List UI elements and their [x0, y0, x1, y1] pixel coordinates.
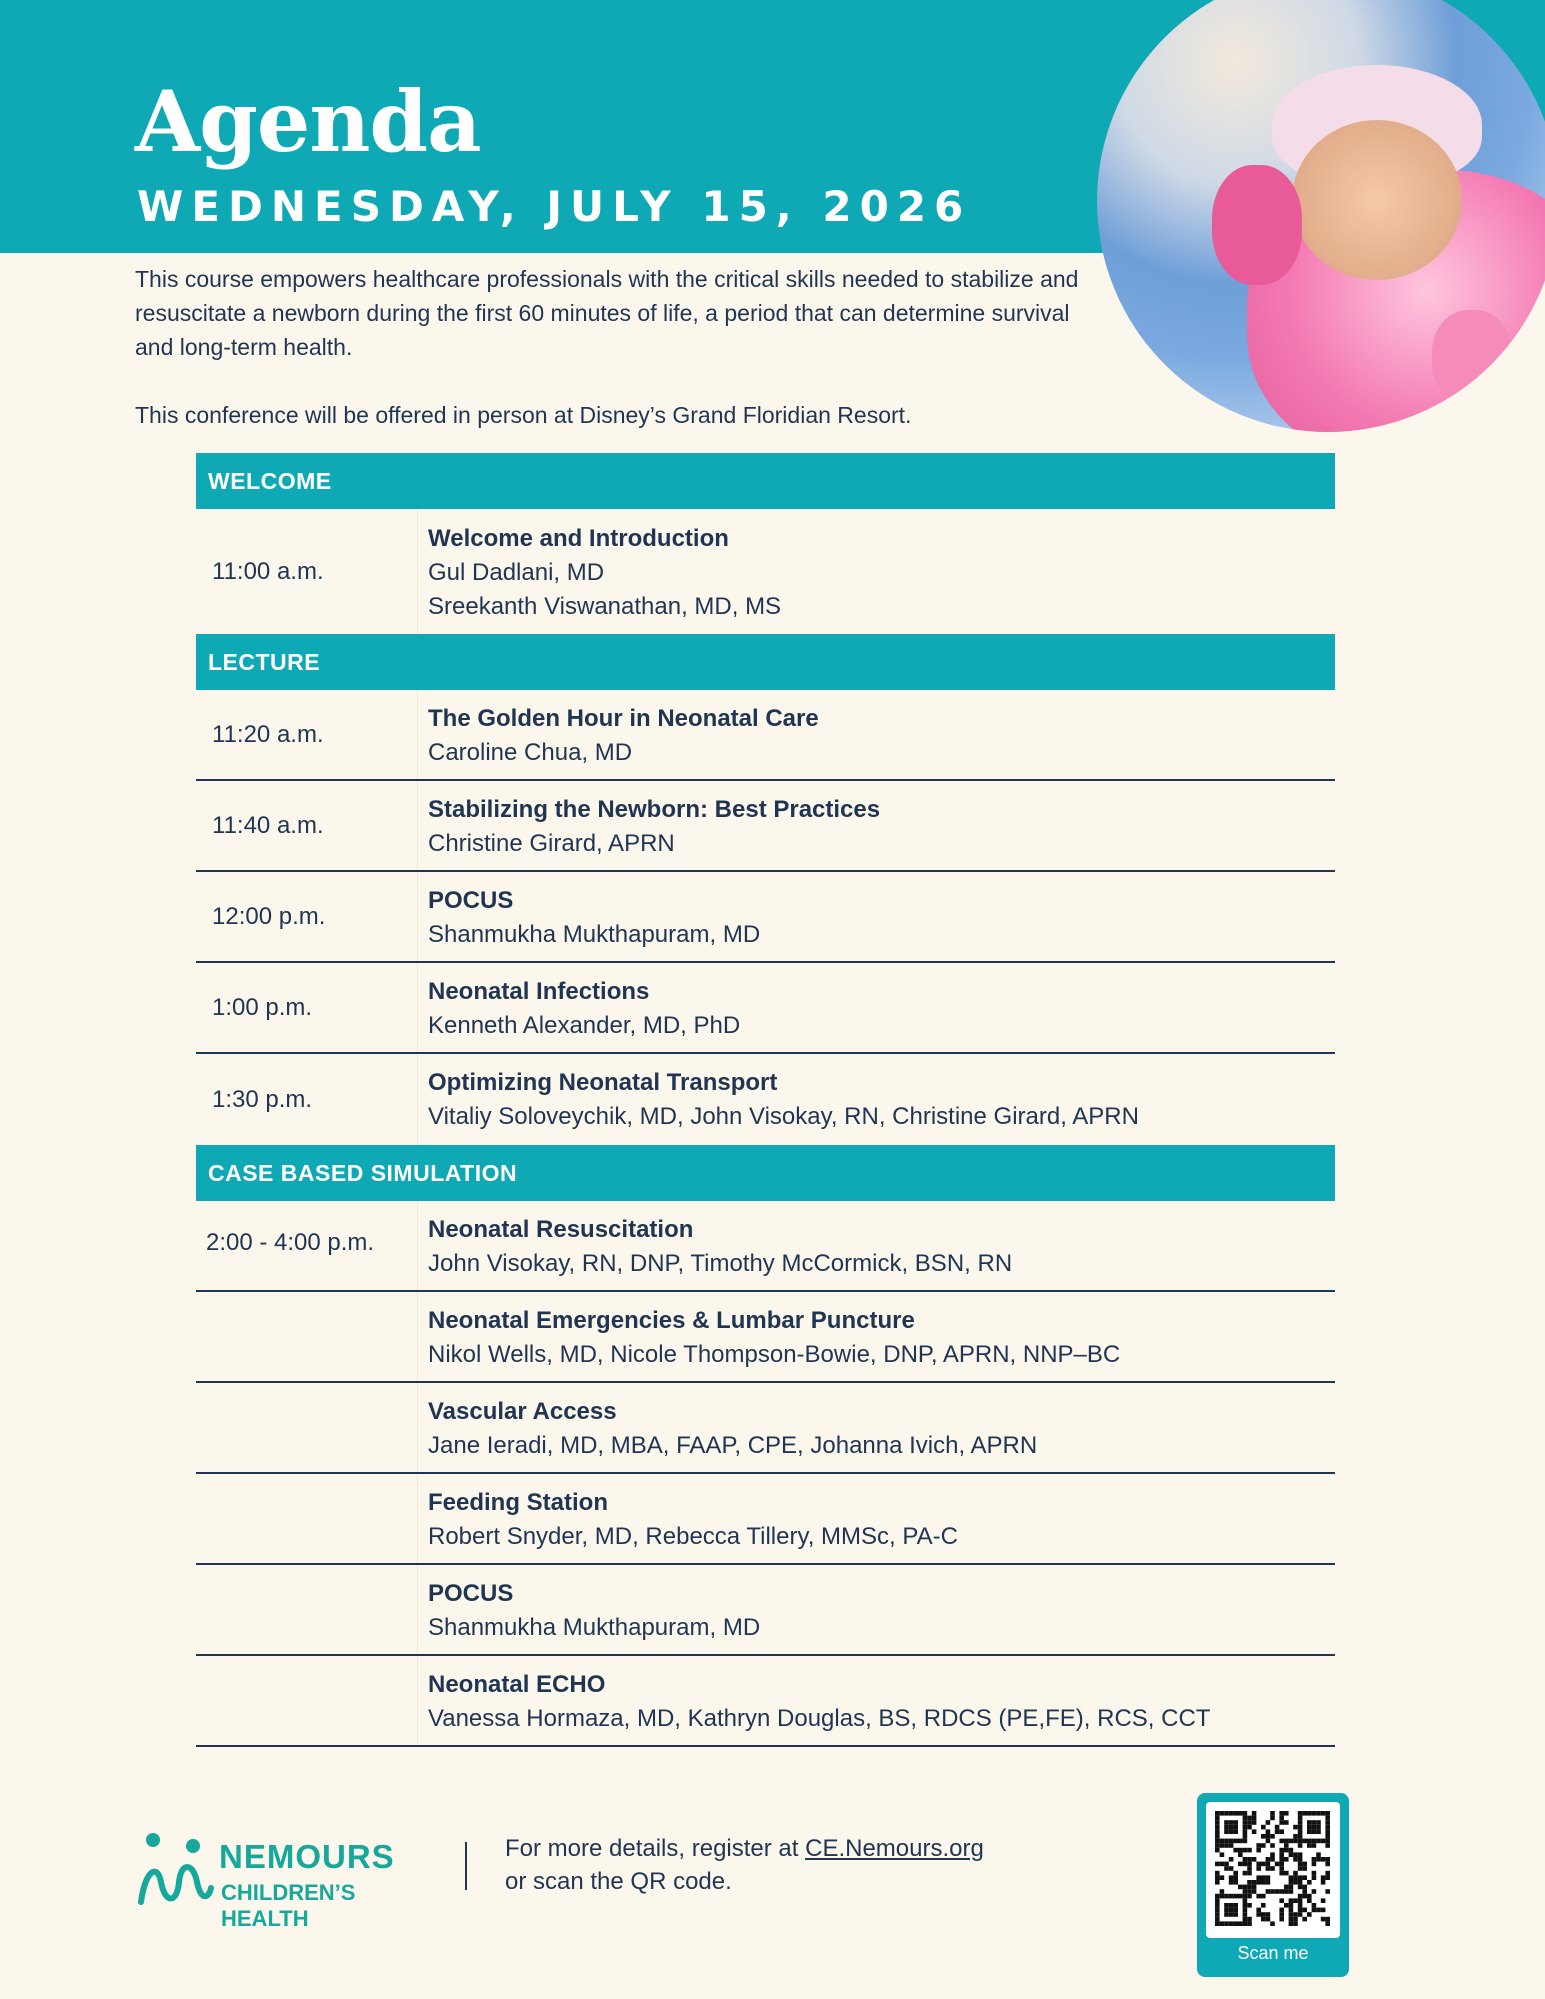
- footer-divider: [465, 1842, 467, 1890]
- session-title: Neonatal Resuscitation: [428, 1216, 694, 1243]
- session-speaker: Shanmukha Mukthapuram, MD: [428, 921, 761, 948]
- nemours-mark-icon: [135, 1832, 215, 1912]
- agenda-row: [196, 509, 1335, 634]
- session-title: Neonatal Infections: [428, 978, 650, 1005]
- session-time: 1:00 p.m.: [196, 963, 418, 1052]
- intro-paragraph: This course empowers healthcare professionals with the critical skills needed to stabilize and resuscitate a newborn during the first 60 minutes of life, a period that can determine survival and long-term health.: [135, 266, 1079, 360]
- intro-paragraph: This conference will be offered in person at Disney’s Grand Floridian Resort.: [135, 402, 912, 428]
- session-title: Welcome and Introduction: [428, 525, 729, 552]
- agenda-table: [196, 453, 1335, 1747]
- session-speaker: Robert Snyder, MD, Rebecca Tillery, MMSc, PA-C: [428, 1523, 958, 1550]
- session-title: Feeding Station: [428, 1489, 608, 1516]
- section-header-lecture: LECTURE: [196, 634, 1335, 690]
- session-title: Vascular Access: [428, 1398, 617, 1425]
- session-speaker: Nikol Wells, MD, Nicole Thompson-Bowie, DNP, APRN, NNP–BC: [428, 1341, 1121, 1368]
- session-title: Neonatal Emergencies & Lumbar Puncture: [428, 1307, 915, 1334]
- session-title: POCUS: [428, 1580, 514, 1607]
- logo-text: NEMOURS: [219, 1838, 395, 1875]
- session-time: [196, 1292, 418, 1381]
- footer-details: [505, 1832, 984, 1898]
- agenda-row: [196, 1656, 1335, 1747]
- agenda-row: [196, 1474, 1335, 1565]
- qr-code[interactable]: [1206, 1802, 1340, 1938]
- event-date: WEDNESDAY, JULY 15, 2026: [137, 182, 972, 231]
- session-speaker: Vitaliy Soloveychik, MD, John Visokay, RN, Christine Girard, APRN: [428, 1103, 1139, 1130]
- session-time: 11:20 a.m.: [196, 690, 418, 779]
- face-shape: [1292, 120, 1462, 280]
- session-time: [196, 1656, 418, 1745]
- page-title: Agenda: [135, 72, 481, 171]
- register-link[interactable]: CE.Nemours.org: [805, 1835, 984, 1862]
- session-title: POCUS: [428, 887, 514, 914]
- agenda-row: [196, 1383, 1335, 1474]
- session-time: 2:00 - 4:00 p.m.: [196, 1201, 418, 1290]
- qr-code-icon: [1206, 1802, 1340, 1938]
- qr-label: Scan me: [1237, 1943, 1309, 1963]
- logo-subtext: CHILDREN’S HEALTH: [221, 1880, 356, 1931]
- session-time: 11:00 a.m.: [196, 509, 418, 634]
- session-time: [196, 1565, 418, 1654]
- session-title: Stabilizing the Newborn: Best Practices: [428, 796, 881, 823]
- toy-shape: [1432, 310, 1512, 405]
- session-speaker: Caroline Chua, MD: [428, 739, 633, 766]
- session-speaker: Gul Dadlani, MD: [428, 559, 605, 586]
- details-prefix: For more details, register at: [505, 1835, 806, 1862]
- session-time: 1:30 p.m.: [196, 1054, 418, 1145]
- session-title: Neonatal ECHO: [428, 1671, 606, 1698]
- agenda-row: [196, 1201, 1335, 1292]
- session-speaker: Christine Girard, APRN: [428, 830, 675, 857]
- qr-code-card[interactable]: [1197, 1793, 1349, 1977]
- agenda-row: [196, 963, 1335, 1054]
- session-speaker: Kenneth Alexander, MD, PhD: [428, 1012, 741, 1039]
- agenda-row: [196, 1292, 1335, 1383]
- toy-shape: [1212, 165, 1302, 285]
- session-speaker: Jane Ieradi, MD, MBA, FAAP, CPE, Johanna Ivich, APRN: [428, 1432, 1038, 1459]
- agenda-row: [196, 781, 1335, 872]
- details-line2: or scan the QR code.: [505, 1868, 732, 1895]
- intro-text: [135, 262, 1095, 432]
- section-header-welcome: WELCOME: [196, 453, 1335, 509]
- session-time: [196, 1474, 418, 1563]
- agenda-row: [196, 1565, 1335, 1656]
- session-title: Optimizing Neonatal Transport: [428, 1069, 778, 1096]
- session-speaker: John Visokay, RN, DNP, Timothy McCormick, BSN, RN: [428, 1250, 1013, 1277]
- session-time: 12:00 p.m.: [196, 872, 418, 961]
- agenda-row: [196, 1054, 1335, 1145]
- session-speaker: Sreekanth Viswanathan, MD, MS: [428, 593, 782, 620]
- nemours-logo: [135, 1832, 435, 1931]
- agenda-row: [196, 872, 1335, 963]
- session-speaker: Shanmukha Mukthapuram, MD: [428, 1614, 761, 1641]
- session-title: The Golden Hour in Neonatal Care: [428, 705, 819, 732]
- agenda-row: [196, 690, 1335, 781]
- session-time: [196, 1383, 418, 1472]
- session-speaker: Vanessa Hormaza, MD, Kathryn Douglas, BS, RDCS (PE,FE), RCS, CCT: [428, 1705, 1211, 1732]
- section-header-simulation: CASE BASED SIMULATION: [196, 1145, 1335, 1201]
- newborn-photo: [1097, 0, 1545, 432]
- session-time: 11:40 a.m.: [196, 781, 418, 870]
